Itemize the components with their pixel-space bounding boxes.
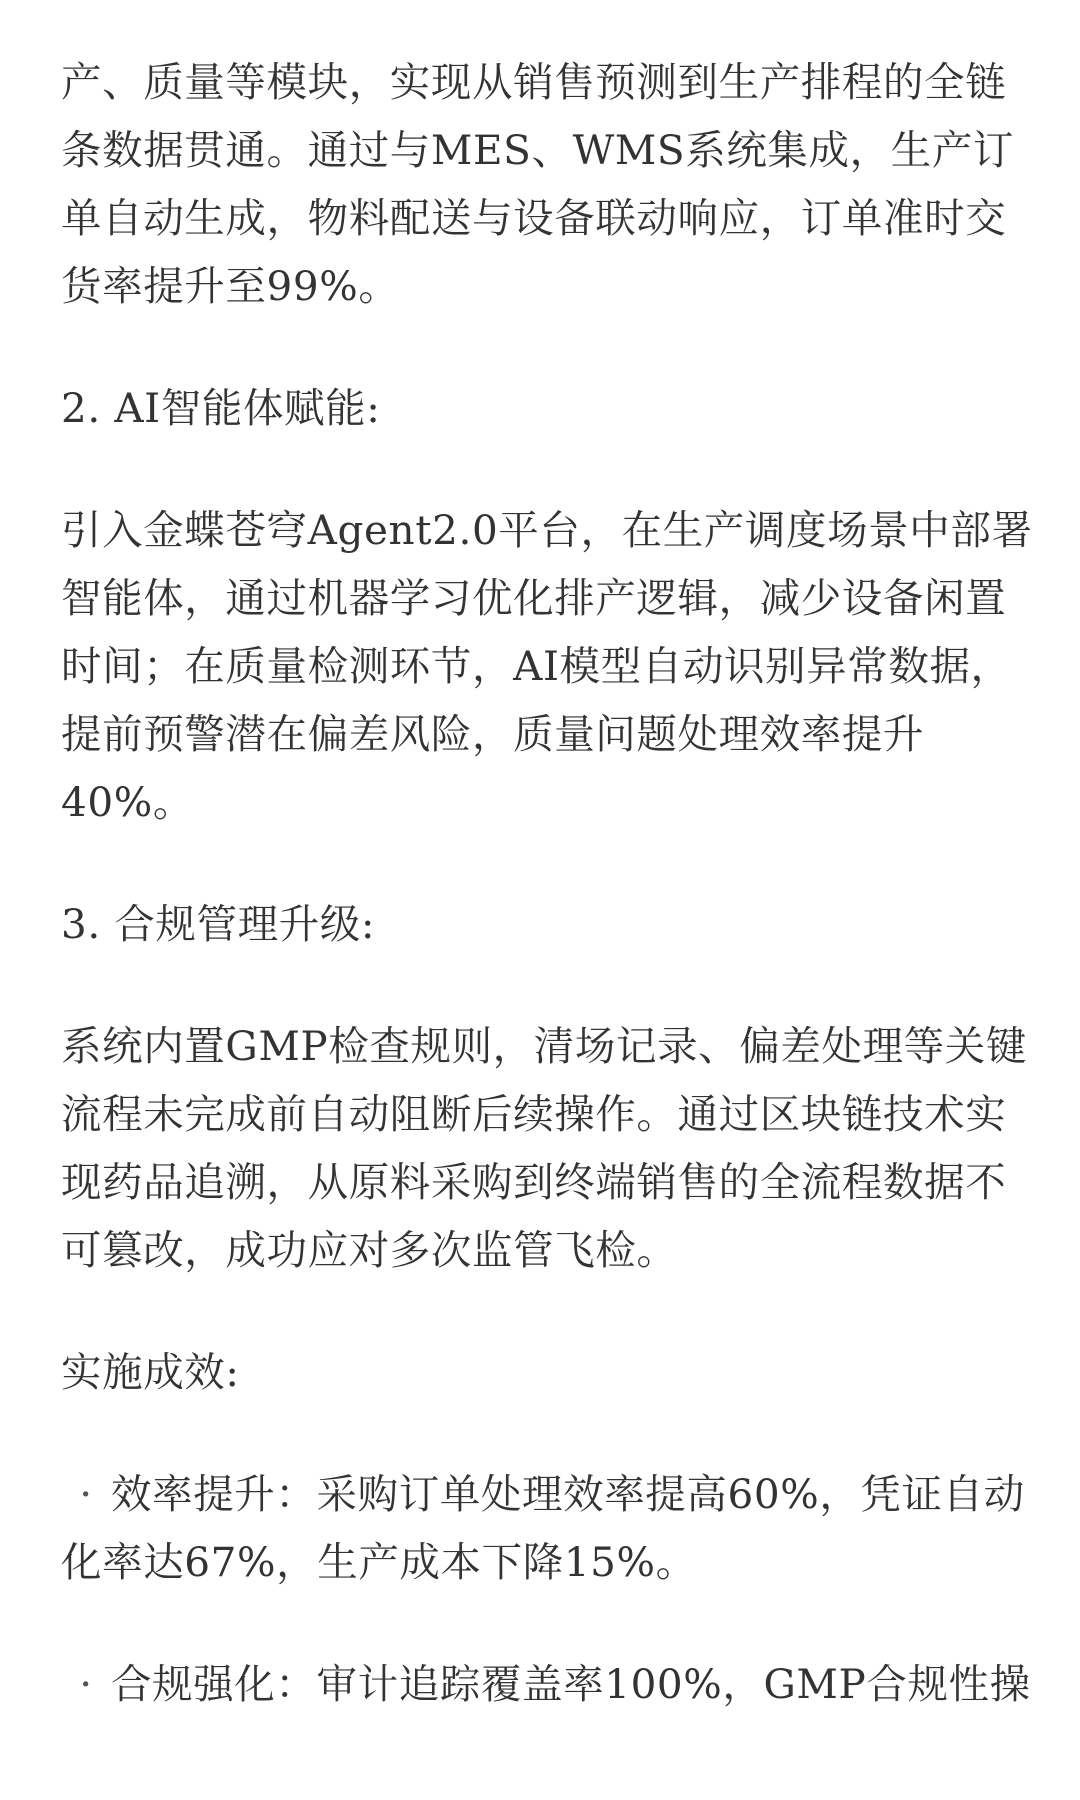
- results-bullet-compliance: [61, 1650, 1031, 1718]
- text-line: 货率提升至99%。: [61, 262, 400, 310]
- text-line: 流程未完成前自动阻断后续操作。通过区块链技术实: [61, 1090, 1007, 1138]
- text-line: 系统内置GMP检查规则，清场记录、偏差处理等关键: [61, 1022, 1027, 1070]
- section-2-paragraph: [61, 496, 1033, 836]
- bullet-dot: ·: [79, 1660, 93, 1708]
- text-line: 产、质量等模块，实现从销售预测到生产排程的全链: [61, 58, 1007, 106]
- bullet-line: [61, 1650, 1031, 1718]
- text-line: 引入金蝶苍穹Agent2.0平台，在生产调度场景中部署: [61, 506, 1033, 554]
- text-line: 可篡改，成功应对多次监管飞检。: [61, 1226, 678, 1274]
- results-bullet-efficiency: [61, 1460, 1025, 1596]
- bullet-line: 化率达67%，生产成本下降15%。: [61, 1538, 697, 1586]
- section-2-heading: 2. AI智能体赋能:: [61, 384, 381, 432]
- text-line: 时间；在质量检测环节，AI模型自动识别异常数据，: [61, 642, 1012, 690]
- bullet-text: 效率提升：采购订单处理效率提高60%，凭证自动: [111, 1470, 1025, 1518]
- bullet-line: [61, 1460, 1025, 1528]
- text-line: 40%。: [61, 778, 194, 826]
- section-3-heading: 3. 合规管理升级:: [61, 900, 376, 948]
- text-line: 智能体，通过机器学习优化排产逻辑，减少设备闲置: [61, 574, 1007, 622]
- results-heading: 实施成效:: [61, 1348, 240, 1396]
- text-line: 现药品追溯，从原料采购到终端销售的全流程数据不: [61, 1158, 1007, 1206]
- text-line: 单自动生成，物料配送与设备联动响应，订单准时交: [61, 194, 1007, 242]
- section-3-paragraph: [61, 1012, 1027, 1284]
- intro-paragraph: [61, 48, 1021, 320]
- article-body: [61, 48, 1033, 1772]
- text-line: 提前预警潜在偏差风险，质量问题处理效率提升: [61, 710, 925, 758]
- text-line: 条数据贯通。通过与MES、WMS系统集成，生产订: [61, 126, 1015, 174]
- bullet-dot: ·: [79, 1470, 93, 1518]
- bullet-text: 合规强化：审计追踪覆盖率100%，GMP合规性操: [111, 1660, 1031, 1708]
